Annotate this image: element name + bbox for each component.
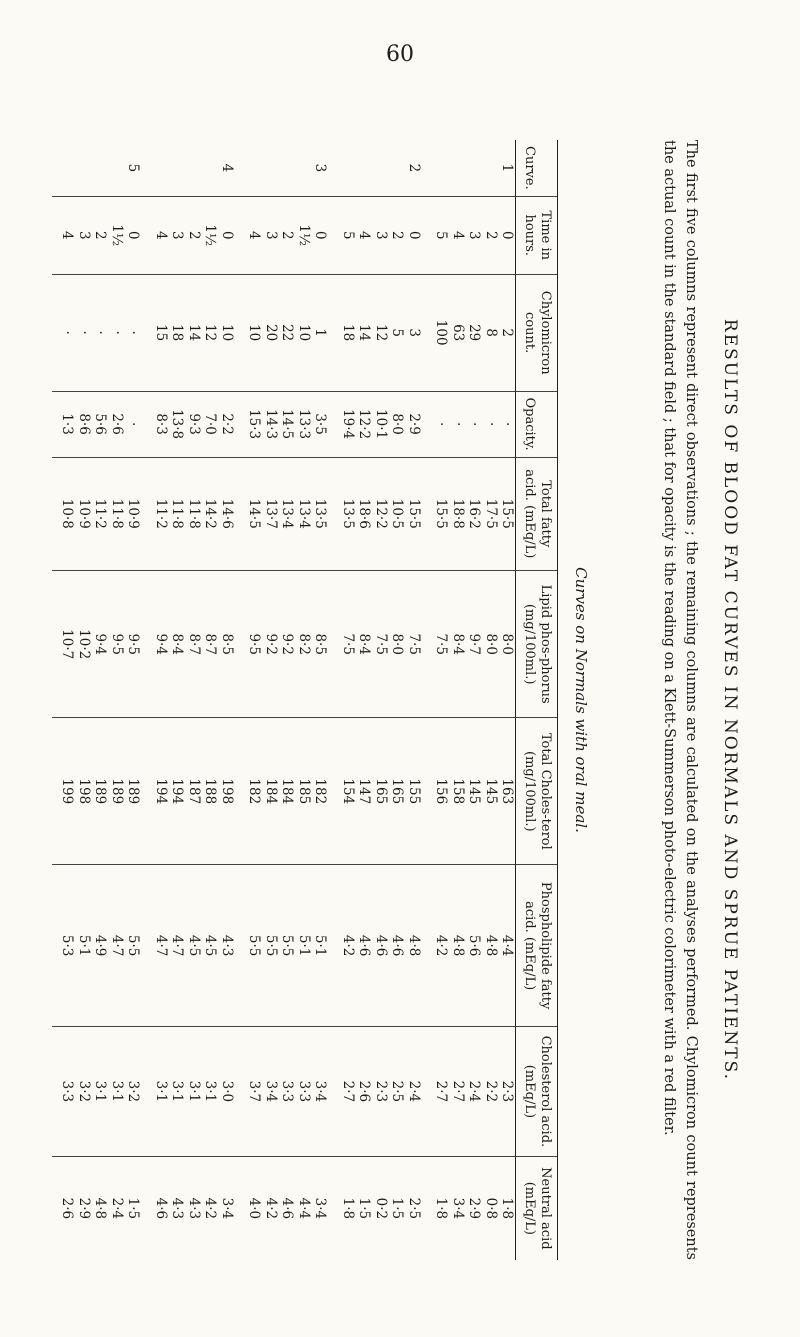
cell-curve — [466, 140, 483, 196]
cell-neut: 4·2 — [263, 1156, 280, 1260]
cell-tfa: 18·8 — [450, 457, 467, 570]
cell-chol: 3·2 — [125, 1027, 146, 1157]
cell-opacity: 14·5 — [279, 391, 296, 457]
cell-neut: 4·0 — [239, 1156, 263, 1260]
cell-opacity: 9·3 — [186, 391, 203, 457]
cell-lp: 8·5 — [312, 570, 333, 718]
cell-opacity: · — [450, 391, 467, 457]
cell-opacity: 8·0 — [389, 391, 406, 457]
cell-neut: 1·5 — [356, 1156, 373, 1260]
page-number: 60 — [386, 42, 414, 67]
cell-curve — [76, 140, 93, 196]
cell-chol: 2·7 — [333, 1027, 357, 1157]
table-row — [389, 140, 406, 1260]
cell-chol: 3·7 — [239, 1027, 263, 1157]
cell-neut: 1·5 — [125, 1156, 146, 1260]
cell-tfa: 10·9 — [125, 457, 146, 570]
cell-neut: 4·8 — [92, 1156, 109, 1260]
col-header-time: Time in hours. — [516, 196, 558, 274]
cell-chol: 2·7 — [450, 1027, 467, 1157]
cell-chol: 3·4 — [263, 1027, 280, 1157]
cell-opacity: 5·6 — [92, 391, 109, 457]
cell-neut: 2·4 — [109, 1156, 126, 1260]
cell-neut: 3·4 — [312, 1156, 333, 1260]
cell-time: 1½ — [109, 196, 126, 274]
cell-curve — [296, 140, 313, 196]
cell-pfa: 4·6 — [373, 865, 390, 1027]
cell-curve — [333, 140, 357, 196]
cell-chol: 3·1 — [92, 1027, 109, 1157]
cell-neut: 2·6 — [52, 1156, 76, 1260]
cell-pfa: 4·8 — [406, 865, 427, 1027]
cell-tfa: 11·8 — [109, 457, 126, 570]
col-header-total-fatty-acid: Total fatty acid. (mEq/L) — [516, 457, 558, 570]
cell-curve: 4 — [219, 163, 235, 173]
table-row — [296, 140, 313, 1260]
cell-chylo: · — [52, 274, 76, 391]
cell-opacity: 8·3 — [146, 391, 170, 457]
cell-curve — [202, 140, 219, 196]
cell-pfa: 4·8 — [483, 865, 500, 1027]
cell-tc: 187 — [186, 718, 203, 865]
cell-chylo: 14 — [186, 274, 203, 391]
cell-tfa: 13·5 — [312, 457, 333, 570]
cell-tc: 155 — [406, 718, 427, 865]
cell-pfa: 5·3 — [52, 865, 76, 1027]
cell-pfa: 4·6 — [356, 865, 373, 1027]
cell-lp: 7·5 — [333, 570, 357, 718]
cell-chylo: 18 — [169, 274, 186, 391]
cell-pfa: 5·5 — [263, 865, 280, 1027]
cell-opacity: 10·1 — [373, 391, 390, 457]
cell-pfa: 4·7 — [109, 865, 126, 1027]
cell-tfa: 11·2 — [92, 457, 109, 570]
cell-curve — [483, 140, 500, 196]
cell-chol: 2·2 — [483, 1027, 500, 1157]
cell-opacity: 13·3 — [296, 391, 313, 457]
cell-neut: 3·4 — [219, 1156, 240, 1260]
cell-tc: 182 — [312, 718, 333, 865]
table-row — [186, 140, 203, 1260]
cell-tc: 145 — [483, 718, 500, 865]
cell-lp: 7·5 — [406, 570, 427, 718]
cell-neut: 4·2 — [202, 1156, 219, 1260]
cell-chylo: · — [76, 274, 93, 391]
cell-tc: 188 — [202, 718, 219, 865]
cell-tc: 158 — [450, 718, 467, 865]
cell-tfa: 10·5 — [389, 457, 406, 570]
table-row — [312, 140, 333, 1260]
cell-chylo: 29 — [466, 274, 483, 391]
cell-curve — [356, 140, 373, 196]
table-row — [146, 140, 170, 1260]
cell-chylo: 63 — [450, 274, 467, 391]
cell-lp: 9·5 — [109, 570, 126, 718]
cell-neut: 0·2 — [373, 1156, 390, 1260]
cell-chol: 3·3 — [52, 1027, 76, 1157]
cell-opacity: 2·9 — [406, 391, 427, 457]
table-row — [125, 140, 146, 1260]
cell-time: 4 — [52, 196, 76, 274]
cell-opacity: 8·6 — [76, 391, 93, 457]
cell-time: 2 — [483, 196, 500, 274]
cell-tc: 199 — [52, 718, 76, 865]
cell-pfa: 5·1 — [312, 865, 333, 1027]
cell-neut: 1·8 — [426, 1156, 450, 1260]
cell-lp: 9·5 — [125, 570, 146, 718]
cell-tc: 194 — [146, 718, 170, 865]
cell-opacity: 12·2 — [356, 391, 373, 457]
cell-neut: 3·4 — [450, 1156, 467, 1260]
table-row — [92, 140, 109, 1260]
cell-chylo: 22 — [279, 274, 296, 391]
cell-neut: 4·3 — [169, 1156, 186, 1260]
cell-curve — [169, 140, 186, 196]
cell-lp: 8·4 — [356, 570, 373, 718]
cell-neut: 4·6 — [146, 1156, 170, 1260]
cell-pfa: 4·8 — [450, 865, 467, 1027]
cell-pfa: 4·2 — [426, 865, 450, 1027]
cell-tc: 182 — [239, 718, 263, 865]
cell-time: 5 — [426, 196, 450, 274]
cell-chylo: 2 — [499, 274, 516, 391]
cell-lp: 8·7 — [186, 570, 203, 718]
cell-curve — [263, 140, 280, 196]
cell-time: 2 — [92, 196, 109, 274]
cell-chylo: · — [109, 274, 126, 391]
cell-curve — [239, 140, 263, 196]
cell-time: 4 — [450, 196, 467, 274]
cell-tc: 165 — [373, 718, 390, 865]
header-row — [516, 140, 558, 1260]
cell-time: 3 — [373, 196, 390, 274]
cell-time: 3 — [169, 196, 186, 274]
cell-opacity: · — [499, 391, 516, 457]
table-row — [483, 140, 500, 1260]
cell-tc: 145 — [466, 718, 483, 865]
cell-chylo: 12 — [373, 274, 390, 391]
cell-curve: 1 — [499, 163, 516, 173]
cell-chol: 2·4 — [466, 1027, 483, 1157]
cell-lp: 7·5 — [426, 570, 450, 718]
cell-curve — [450, 140, 467, 196]
table-row — [450, 140, 467, 1260]
cell-neut: 4·4 — [296, 1156, 313, 1260]
cell-chol: 3·1 — [109, 1027, 126, 1157]
cell-lp: 10·7 — [52, 570, 76, 718]
table-subtitle: Curves on Normals with oral meal. — [572, 567, 590, 833]
cell-neut: 2·9 — [76, 1156, 93, 1260]
col-header-neutral-acid: Neutral acid (mEq/L) — [516, 1156, 558, 1260]
table-row — [279, 140, 296, 1260]
cell-chylo: · — [125, 274, 146, 391]
cell-neut: 2·5 — [406, 1156, 427, 1260]
cell-tc: 189 — [92, 718, 109, 865]
cell-opacity: · — [426, 391, 450, 457]
cell-chylo: 18 — [333, 274, 357, 391]
cell-chol: 3·1 — [146, 1027, 170, 1157]
table-row — [373, 140, 390, 1260]
cell-chol: 3·2 — [76, 1027, 93, 1157]
cell-time: 4 — [239, 196, 263, 274]
cell-pfa: 5·1 — [296, 865, 313, 1027]
cell-time: 2 — [279, 196, 296, 274]
cell-pfa: 4·2 — [333, 865, 357, 1027]
table-title: RESULTS OF BLOOD FAT CURVES IN NORMALS AND SPRUE PATIENTS. — [720, 318, 740, 1082]
cell-neut: 1·5 — [389, 1156, 406, 1260]
cell-time: 0 — [312, 196, 333, 274]
cell-curve — [92, 140, 109, 196]
blood-fat-table — [52, 140, 558, 1260]
cell-tfa: 14·5 — [239, 457, 263, 570]
col-header-cholesterol-acid: Cholesterol acid. (mEq/L) — [516, 1027, 558, 1157]
cell-neut: 4·3 — [186, 1156, 203, 1260]
cell-chol: 2·4 — [406, 1027, 427, 1157]
cell-tc: 194 — [169, 718, 186, 865]
cell-pfa: 5·5 — [125, 865, 146, 1027]
cell-tfa: 15·5 — [426, 457, 450, 570]
table-row — [109, 140, 126, 1260]
cell-neut: 0·8 — [483, 1156, 500, 1260]
cell-curve — [279, 140, 296, 196]
cell-neut: 1·8 — [499, 1156, 516, 1260]
cell-tc: 198 — [219, 718, 240, 865]
cell-time: 2 — [186, 196, 203, 274]
cell-tc: 154 — [333, 718, 357, 865]
cell-tfa: 13·4 — [279, 457, 296, 570]
cell-chol: 3·3 — [279, 1027, 296, 1157]
cell-time: 4 — [146, 196, 170, 274]
col-header-lipid-phosphorus: Lipid phos-phorus (mg/100ml.) — [516, 570, 558, 718]
cell-tfa: 15·5 — [406, 457, 427, 570]
cell-tfa: 11·8 — [186, 457, 203, 570]
cell-time: 0 — [499, 196, 516, 274]
cell-pfa: 4·3 — [219, 865, 240, 1027]
cell-lp: 9·4 — [92, 570, 109, 718]
rotated-page-content — [60, 110, 740, 1290]
cell-lp: 8·4 — [450, 570, 467, 718]
table-row — [406, 140, 427, 1260]
cell-opacity: 15·3 — [239, 391, 263, 457]
cell-opacity: 2·2 — [219, 391, 240, 457]
cell-chylo: 3 — [406, 274, 427, 391]
cell-chylo: 20 — [263, 274, 280, 391]
cell-pfa: 4·4 — [499, 865, 516, 1027]
cell-opacity: · — [125, 391, 146, 457]
cell-curve: 3 — [312, 163, 329, 173]
cell-tfa: 16·2 — [466, 457, 483, 570]
table-row — [426, 140, 450, 1260]
cell-lp: 9·2 — [263, 570, 280, 718]
cell-time: 0 — [125, 196, 146, 274]
cell-neut: 2·9 — [466, 1156, 483, 1260]
cell-lp: 9·2 — [279, 570, 296, 718]
cell-tc: 189 — [125, 718, 146, 865]
cell-lp: 9·5 — [239, 570, 263, 718]
cell-chol: 3·1 — [169, 1027, 186, 1157]
cell-opacity: · — [483, 391, 500, 457]
cell-curve — [426, 140, 450, 196]
cell-tc: 184 — [263, 718, 280, 865]
cell-tc: 156 — [426, 718, 450, 865]
cell-pfa: 4·5 — [202, 865, 219, 1027]
cell-curve — [389, 140, 406, 196]
cell-curve — [52, 140, 76, 196]
cell-chylo: 10 — [239, 274, 263, 391]
cell-time: 3 — [76, 196, 93, 274]
cell-opacity: 2·6 — [109, 391, 126, 457]
cell-lp: 9·4 — [146, 570, 170, 718]
cell-curve — [146, 140, 170, 196]
cell-lp: 7·5 — [373, 570, 390, 718]
cell-curve — [109, 140, 126, 196]
cell-chol: 3·4 — [312, 1027, 333, 1157]
cell-tfa: 12·2 — [373, 457, 390, 570]
cell-tfa: 13·4 — [296, 457, 313, 570]
table-row — [202, 140, 219, 1260]
cell-chylo: 5 — [389, 274, 406, 391]
cell-opacity: · — [466, 391, 483, 457]
cell-chylo: 14 — [356, 274, 373, 391]
cell-chol: 2·6 — [356, 1027, 373, 1157]
cell-chylo: · — [92, 274, 109, 391]
cell-tfa: 18·6 — [356, 457, 373, 570]
cell-time: 3 — [466, 196, 483, 274]
cell-curve: 2 — [406, 163, 422, 173]
cell-chol: 2·5 — [389, 1027, 406, 1157]
cell-neut: 4·6 — [279, 1156, 296, 1260]
cell-lp: 8·7 — [202, 570, 219, 718]
cell-pfa: 4·6 — [389, 865, 406, 1027]
cell-chylo: 100 — [426, 274, 450, 391]
cell-tc: 189 — [109, 718, 126, 865]
cell-chylo: 1 — [312, 274, 333, 391]
cell-chylo: 8 — [483, 274, 500, 391]
table-row — [239, 140, 263, 1260]
cell-tc: 165 — [389, 718, 406, 865]
cell-time: 3 — [263, 196, 280, 274]
cell-opacity: 14·3 — [263, 391, 280, 457]
cell-tfa: 15·5 — [499, 457, 516, 570]
table-row — [263, 140, 280, 1260]
cell-time: 1½ — [296, 196, 313, 274]
cell-chylo: 10 — [219, 274, 240, 391]
cell-tfa: 17·5 — [483, 457, 500, 570]
cell-chylo: 10 — [296, 274, 313, 391]
cell-lp: 10·2 — [76, 570, 93, 718]
cell-pfa: 4·9 — [92, 865, 109, 1027]
cell-tfa: 10·9 — [76, 457, 93, 570]
cell-pfa: 5·5 — [239, 865, 263, 1027]
cell-chylo: 12 — [202, 274, 219, 391]
cell-curve: 5 — [125, 163, 142, 173]
col-header-total-cholesterol: Total Choles-terol (mg/100ml.) — [516, 718, 558, 865]
cell-lp: 9·7 — [466, 570, 483, 718]
cell-chylo: 15 — [146, 274, 170, 391]
cell-tfa: 11·8 — [169, 457, 186, 570]
cell-opacity: 13·8 — [169, 391, 186, 457]
col-header-chylomicron: Chylomicron count. — [516, 274, 558, 391]
cell-curve — [373, 140, 390, 196]
cell-chol: 3·3 — [296, 1027, 313, 1157]
cell-chol: 2·7 — [426, 1027, 450, 1157]
table-row — [52, 140, 76, 1260]
table-row — [333, 140, 357, 1260]
cell-lp: 8·2 — [296, 570, 313, 718]
cell-tfa: 13·7 — [263, 457, 280, 570]
cell-pfa: 4·7 — [169, 865, 186, 1027]
table-row — [356, 140, 373, 1260]
cell-time: 4 — [356, 196, 373, 274]
table-row — [76, 140, 93, 1260]
table-row — [169, 140, 186, 1260]
col-header-phospholipide: Phospholipide fatty acid. (mEq/L) — [516, 865, 558, 1027]
cell-pfa: 5·6 — [466, 865, 483, 1027]
cell-lp: 8·4 — [169, 570, 186, 718]
cell-opacity: 1·3 — [52, 391, 76, 457]
cell-tc: 184 — [279, 718, 296, 865]
col-header-curve: Curve. — [516, 140, 558, 196]
cell-lp: 8·0 — [389, 570, 406, 718]
cell-chol: 3·0 — [219, 1027, 240, 1157]
cell-neut: 1·8 — [333, 1156, 357, 1260]
cell-chol: 2·3 — [499, 1027, 516, 1157]
cell-time: 0 — [406, 196, 427, 274]
cell-chol: 3·1 — [202, 1027, 219, 1157]
cell-lp: 8·0 — [499, 570, 516, 718]
cell-chol: 3·1 — [186, 1027, 203, 1157]
cell-pfa: 5·5 — [279, 865, 296, 1027]
cell-tc: 163 — [499, 718, 516, 865]
cell-time: 1½ — [202, 196, 219, 274]
table-row — [219, 140, 240, 1260]
cell-chol: 2·3 — [373, 1027, 390, 1157]
cell-tfa: 14·2 — [202, 457, 219, 570]
table-row — [499, 140, 516, 1260]
cell-tc: 185 — [296, 718, 313, 865]
cell-pfa: 4·5 — [186, 865, 203, 1027]
col-header-opacity: Opacity. — [516, 391, 558, 457]
cell-opacity: 3·5 — [312, 391, 333, 457]
cell-curve — [186, 140, 203, 196]
cell-tc: 147 — [356, 718, 373, 865]
cell-lp: 8·0 — [483, 570, 500, 718]
cell-time: 5 — [333, 196, 357, 274]
cell-time: 2 — [389, 196, 406, 274]
table-caption: The first five columns represent direct observations ; the remaining columns are calculated on the analyses performed. Chylomicron count represents the actual count in the standard field ; that for opacity is the reading on a Klett-Summerson photo-electric colorimeter with a red filter. — [660, 140, 699, 1260]
cell-tfa: 10·8 — [52, 457, 76, 570]
cell-pfa: 5·1 — [76, 865, 93, 1027]
cell-tfa: 13·5 — [333, 457, 357, 570]
cell-opacity: 19·4 — [333, 391, 357, 457]
cell-tfa: 11·2 — [146, 457, 170, 570]
cell-time: 0 — [219, 196, 240, 274]
cell-pfa: 4·7 — [146, 865, 170, 1027]
table-row — [466, 140, 483, 1260]
cell-tc: 198 — [76, 718, 93, 865]
cell-opacity: 7·0 — [202, 391, 219, 457]
cell-tfa: 14·6 — [219, 457, 240, 570]
cell-lp: 8·5 — [219, 570, 240, 718]
